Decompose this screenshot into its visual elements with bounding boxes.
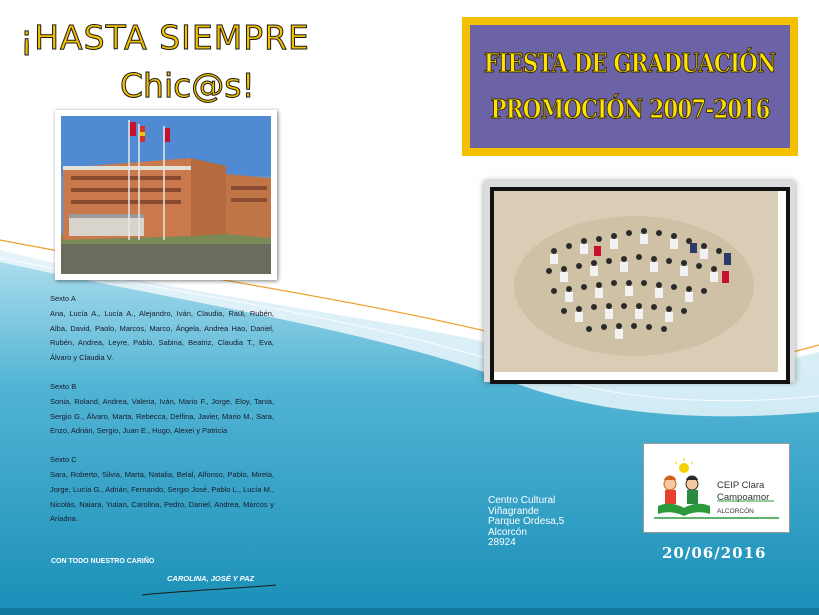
address-line: Alcorcón bbox=[488, 526, 527, 538]
closing-message: CON TODO NUESTRO CARIÑO bbox=[51, 558, 155, 565]
banner-title: FIESTA DE GRADUACIÓN bbox=[484, 48, 776, 79]
address-line: Viñagrande bbox=[488, 505, 539, 517]
group-photo bbox=[484, 181, 795, 382]
class-title: Sexto B bbox=[50, 381, 77, 391]
school-name-line-1: CEIP Clara bbox=[717, 480, 765, 491]
school-building-photo bbox=[55, 110, 277, 280]
class-title: Sexto C bbox=[50, 455, 77, 465]
banner-subtitle: PROMOCIÓN 2007-2016 bbox=[490, 94, 770, 125]
class-section-a bbox=[50, 292, 274, 366]
school-name-line-2: Campoamor bbox=[717, 492, 770, 503]
graduation-banner bbox=[462, 17, 798, 156]
class-title: Sexto A bbox=[50, 294, 76, 303]
class-lists bbox=[50, 292, 274, 541]
class-names: Sonia, Roland, Andrea, Valeria, Iván, Mario F., Jorge, Eloy, Tania, Sergio G., Álvaro, Marta, Rebecca, Delfina, Javier, Mario M., Sara, Enzo, Adrián, Sergio, Juan E., Hugo, Alexei y Patricia bbox=[50, 396, 274, 436]
group-photo-image bbox=[494, 191, 778, 372]
headline-line-2: Chic@s! bbox=[120, 66, 255, 105]
class-names: Ana, Lucía A., Lucía A., Alejandro, Iván, Claudia, Raúl, Rubén, Alba, David, Paolo, Marcos, Marco, Ángela, Andrea Hao, Daniel, Rubén, Andrea, Leyre, Pablo, Sabina, Beatriz, Claudia T., Eva, Álvaro y Claudia V. bbox=[50, 308, 274, 363]
event-address bbox=[488, 496, 564, 549]
headline-line-1: ¡HASTA SIEMPRE bbox=[20, 18, 310, 57]
class-names: Sara, Roberto, Silvia, Marta, Natalia, Belal, Alfonso, Pablo, Mirela, Jorge, Lucía G., Adrián, Fernando, Sergio José, Pablo L., Lucía M., Nicolás, Naiara, Yutian, Carolina, Pedro, Daniel, Andrea, Marcos y Ariadna. bbox=[50, 469, 274, 524]
school-logo bbox=[643, 443, 790, 533]
school-building-image bbox=[61, 116, 271, 274]
banner-inner bbox=[470, 25, 790, 148]
class-section-b bbox=[50, 380, 274, 439]
school-town: ALCORCÓN bbox=[717, 508, 754, 515]
event-date: 20/06/2016 bbox=[662, 544, 767, 562]
address-line: Parque Ordesa,5 bbox=[488, 516, 565, 527]
signature: CAROLINA, JOSÉ Y PAZ bbox=[167, 574, 255, 583]
address-line: 28924 bbox=[488, 537, 516, 548]
address-line: Centro Cultural bbox=[488, 495, 556, 506]
class-section-c bbox=[50, 453, 274, 527]
group-photo-frame bbox=[490, 187, 790, 384]
